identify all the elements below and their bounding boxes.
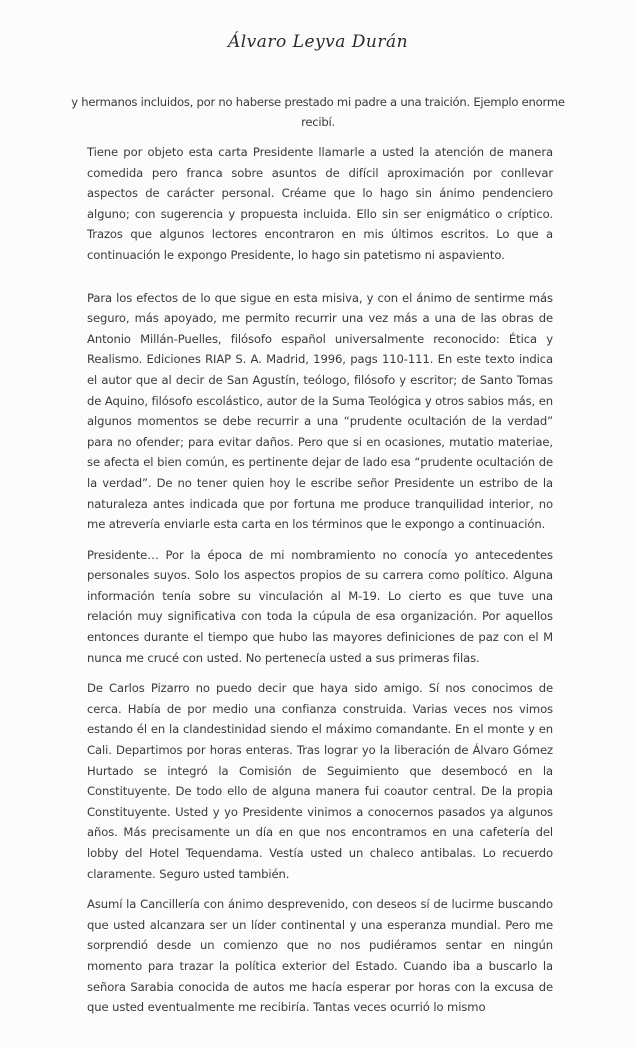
- paragraph-cancilleria: Asumí la Cancillería con ánimo desprevenido, con deseos sí de lucirme buscando que usted alcanzara ser un líder continental y una esperanza mundial. Pero me sorprendió desde un comienzo que no nos pudiéramos sentar en ningún momento para trazar la política exterior del Estado. Cuando iba a buscarlo la señora Sarabia conocida de autos me hacía esperar por horas con la excusa de que usted eventualmente me recibiría. Tantas veces ocurrió lo mismo: [87, 897, 553, 1015]
- continuation-line: y hermanos incluidos, por no haberse prestado mi padre a una traición. Ejemplo enorme recibí.: [71, 95, 565, 129]
- paragraph-philosophy-reference: Para los efectos de lo que sigue en esta misiva, y con el ánimo de sentirme más seguro, más apoyado, me permito recurrir una vez más a una de las obras de Antonio Millán-Puelles, filósofo español universalmente reconocido: Ética y Realismo. Ediciones RIAP S. A. Madrid, 1996, pags 110-111. En este texto indica el autor que al decir de San Agustín, teólogo, filósofo y escritor; de Santo Tomas de Aquino, filósofo escolástico, autor de la Suma Teológica y otros sabios más, en algunos momentos se debe recurrir a una “prudente ocultación de la verdad” para no ofender; para evitar daños. Pero que si en ocasiones, mutatio materiae, se afecta el bien común, es pertinente dejar de lado esa “prudente ocultación de la verdad”. De no tener quien hoy le escribe señor Presidente un estribo de la naturaleza antes indicada que por fortuna me produce tranquilidad interior, no me atrevería enviarle esta carta en los términos que le expongo a continuación.: [87, 290, 553, 532]
- paragraph-appointment: Presidente… Por la época de mi nombramiento no conocía yo antecedentes personales suyos. Solo los aspectos propios de su carrera como político. Alguna información tenía sobre su vinculación al M-19. Lo cierto es que tuve una relación muy significativa con toda la cúpula de esa organización. Por aquellos entonces durante el tiempo que hubo las mayores definiciones de paz con el M nunca me crucé con usted. No pertenecía usted a sus primeras filas.: [87, 547, 553, 665]
- letterhead-signature: Álvaro Leyva Durán: [227, 32, 409, 52]
- paragraph-purpose: Tiene por objeto esta carta Presidente llamarle a usted la atención de manera comedida pero franca sobre asuntos de difícil aproximación por conllevar aspectos de carácter personal. Créame que lo hago sin ánimo pendenciero alguno; con sugerencia y propuesta incluida. Ello sin ser enigmático o críptico. Trazos que algunos lectores encontraron en mis últimos escritos. Lo que a continuación le expongo Presidente, lo hago sin patetismo ni aspaviento.: [87, 145, 553, 262]
- paragraph-carlos-pizarro: De Carlos Pizarro no puedo decir que haya sido amigo. Sí nos conocimos de cerca. Había de por medio una confianza construida. Varias veces nos vimos estando él en la clandestinidad siendo el máximo comandante. En el monte y en Cali. Departimos por horas enteras. Tras lograr yo la liberación de Álvaro Gómez Hurtado se integró la Comisión de Seguimiento que desembocó en la Constituyente. De todo ello de alguna manera fui coautor central. De la propia Constituyente. Usted y yo Presidente vinimos a conocernos pasados ya algunos años. Más precisamente un día en que nos encontramos en una cafetería del lobby del Hotel Tequendama. Vestía usted un chaleco antibalas. Lo recuerdo claramente. Seguro usted también.: [87, 681, 553, 881]
